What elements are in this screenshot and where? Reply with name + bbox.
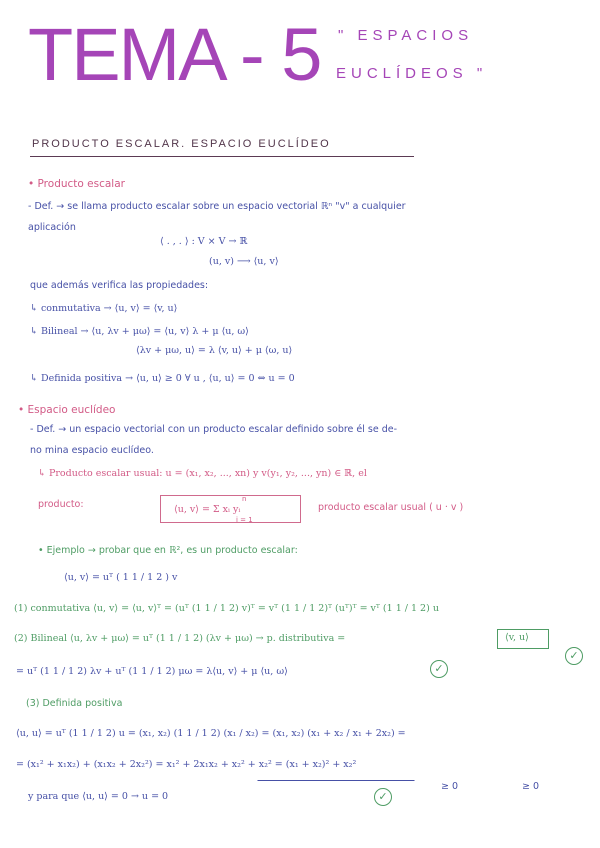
example-positive-definite-line-3: y para que ⟨u, u⟩ = 0 → u = 0 — [28, 791, 169, 802]
positive-definite-left-nonnegative: ≥ 0 — [441, 781, 459, 792]
usual-product-sum-top: n — [242, 495, 247, 503]
usual-product-note: producto escalar usual ( u · v ) — [318, 502, 464, 513]
positive-definite-grouping-bracket — [257, 770, 415, 781]
section-underline — [30, 156, 414, 157]
producto-escalar-usual-line: ↳ Producto escalar usual: u = (x₁, x₂, ..., xn) y v(y₁, y₂, ..., yn) ∈ ℝ, el — [38, 468, 367, 479]
example-bilinear-boxed-value: ⟨v, u⟩ — [505, 632, 529, 643]
usual-product-formula: ⟨u, v⟩ = Σ xᵢ yᵢ — [174, 504, 241, 515]
espacio-euclideo-definition-line-1: - Def. → un espacio vectorial con un producto escalar definido sobre él se de- — [30, 424, 398, 435]
espacio-euclideo-definition-line-2: no mina espacio euclídeo. — [30, 445, 154, 456]
example-definition: ⟨u, v⟩ = uᵀ ( 1 1 / 1 2 ) v — [64, 572, 178, 583]
producto-escalar-definition-line-2: aplicación — [28, 222, 76, 233]
property-positive-definite: ↳ Definida positiva → ⟨u, u⟩ ≥ 0 ∀ u , ⟨u, u⟩ = 0 ⇔ u = 0 — [30, 373, 295, 384]
property-commutative: ↳ conmutativa → ⟨u, v⟩ = ⟨v, u⟩ — [30, 303, 178, 314]
check-icon: ✓ — [374, 788, 392, 806]
producto-escalar-heading: • Producto escalar — [28, 178, 125, 190]
property-bilinear: ↳ Bilineal → ⟨u, λv + μω⟩ = ⟨u, v⟩ λ + μ ⟨u, ω⟩ — [30, 326, 249, 337]
check-icon: ✓ — [565, 647, 583, 665]
example-bilinear: (2) Bilineal ⟨u, λv + μω⟩ = uᵀ (1 1 / 1 2) (λv + μω) → p. distributiva = — [14, 633, 346, 644]
producto-escalar-definition-line-1: - Def. → se llama producto escalar sobre un espacio vectorial ℝⁿ "v" a cualquier — [28, 201, 406, 212]
page-subtitle-line-2: EUCLÍDEOS " — [336, 65, 488, 82]
example-positive-definite-line-2: = (x₁² + x₁x₂) + (x₁x₂ + 2x₂²) = x₁² + 2x₁x₂ + x₂² + x₂² = (x₁ + x₂)² + x₂² — [16, 759, 357, 770]
example-heading: • Ejemplo → probar que en ℝ², es un producto escalar: — [38, 545, 298, 556]
producto-escalar-map-line-1: ⟨ . , . ⟩ : V × V → ℝ — [160, 236, 248, 247]
section-title: PRODUCTO ESCALAR. ESPACIO EUCLÍDEO — [32, 138, 331, 150]
example-commutative: (1) conmutativa ⟨u, v⟩ = ⟨u, v⟩ᵀ = (uᵀ (1 1 / 1 2) v)ᵀ = vᵀ (1 1 / 1 2)ᵀ (uᵀ)ᵀ = vᵀ (1 1 / 1 2) u — [14, 603, 439, 614]
example-positive-definite-label: (3) Definida positiva — [26, 698, 123, 709]
positive-definite-right-nonnegative: ≥ 0 — [522, 781, 540, 792]
check-icon: ✓ — [430, 660, 448, 678]
example-positive-definite-line-1: ⟨u, u⟩ = uᵀ (1 1 / 1 2) u = (x₁, x₂) (1 1 / 1 2) (x₁ / x₂) = (x₁, x₂) (x₁ + x₂ / x₁ + 2x₂) = — [16, 728, 406, 739]
property-bilinear-second-line: ⟨λv + μω, u⟩ = λ ⟨v, u⟩ + μ ⟨ω, u⟩ — [136, 345, 293, 356]
espacio-euclideo-heading: • Espacio euclídeo — [18, 404, 116, 416]
page-title: TEMA - 5 — [28, 13, 321, 96]
example-bilinear-expansion: = uᵀ (1 1 / 1 2) λv + uᵀ (1 1 / 1 2) μω = λ⟨u, v⟩ + μ ⟨u, ω⟩ — [16, 666, 288, 677]
properties-intro: que además verifica las propiedades: — [30, 280, 209, 291]
page-subtitle-line-1: " ESPACIOS — [338, 27, 474, 44]
usual-product-sum-bottom: i = 1 — [236, 516, 253, 524]
producto-label: producto: — [38, 499, 84, 510]
producto-escalar-map-line-2: (u, v) ⟶ ⟨u, v⟩ — [209, 256, 279, 267]
